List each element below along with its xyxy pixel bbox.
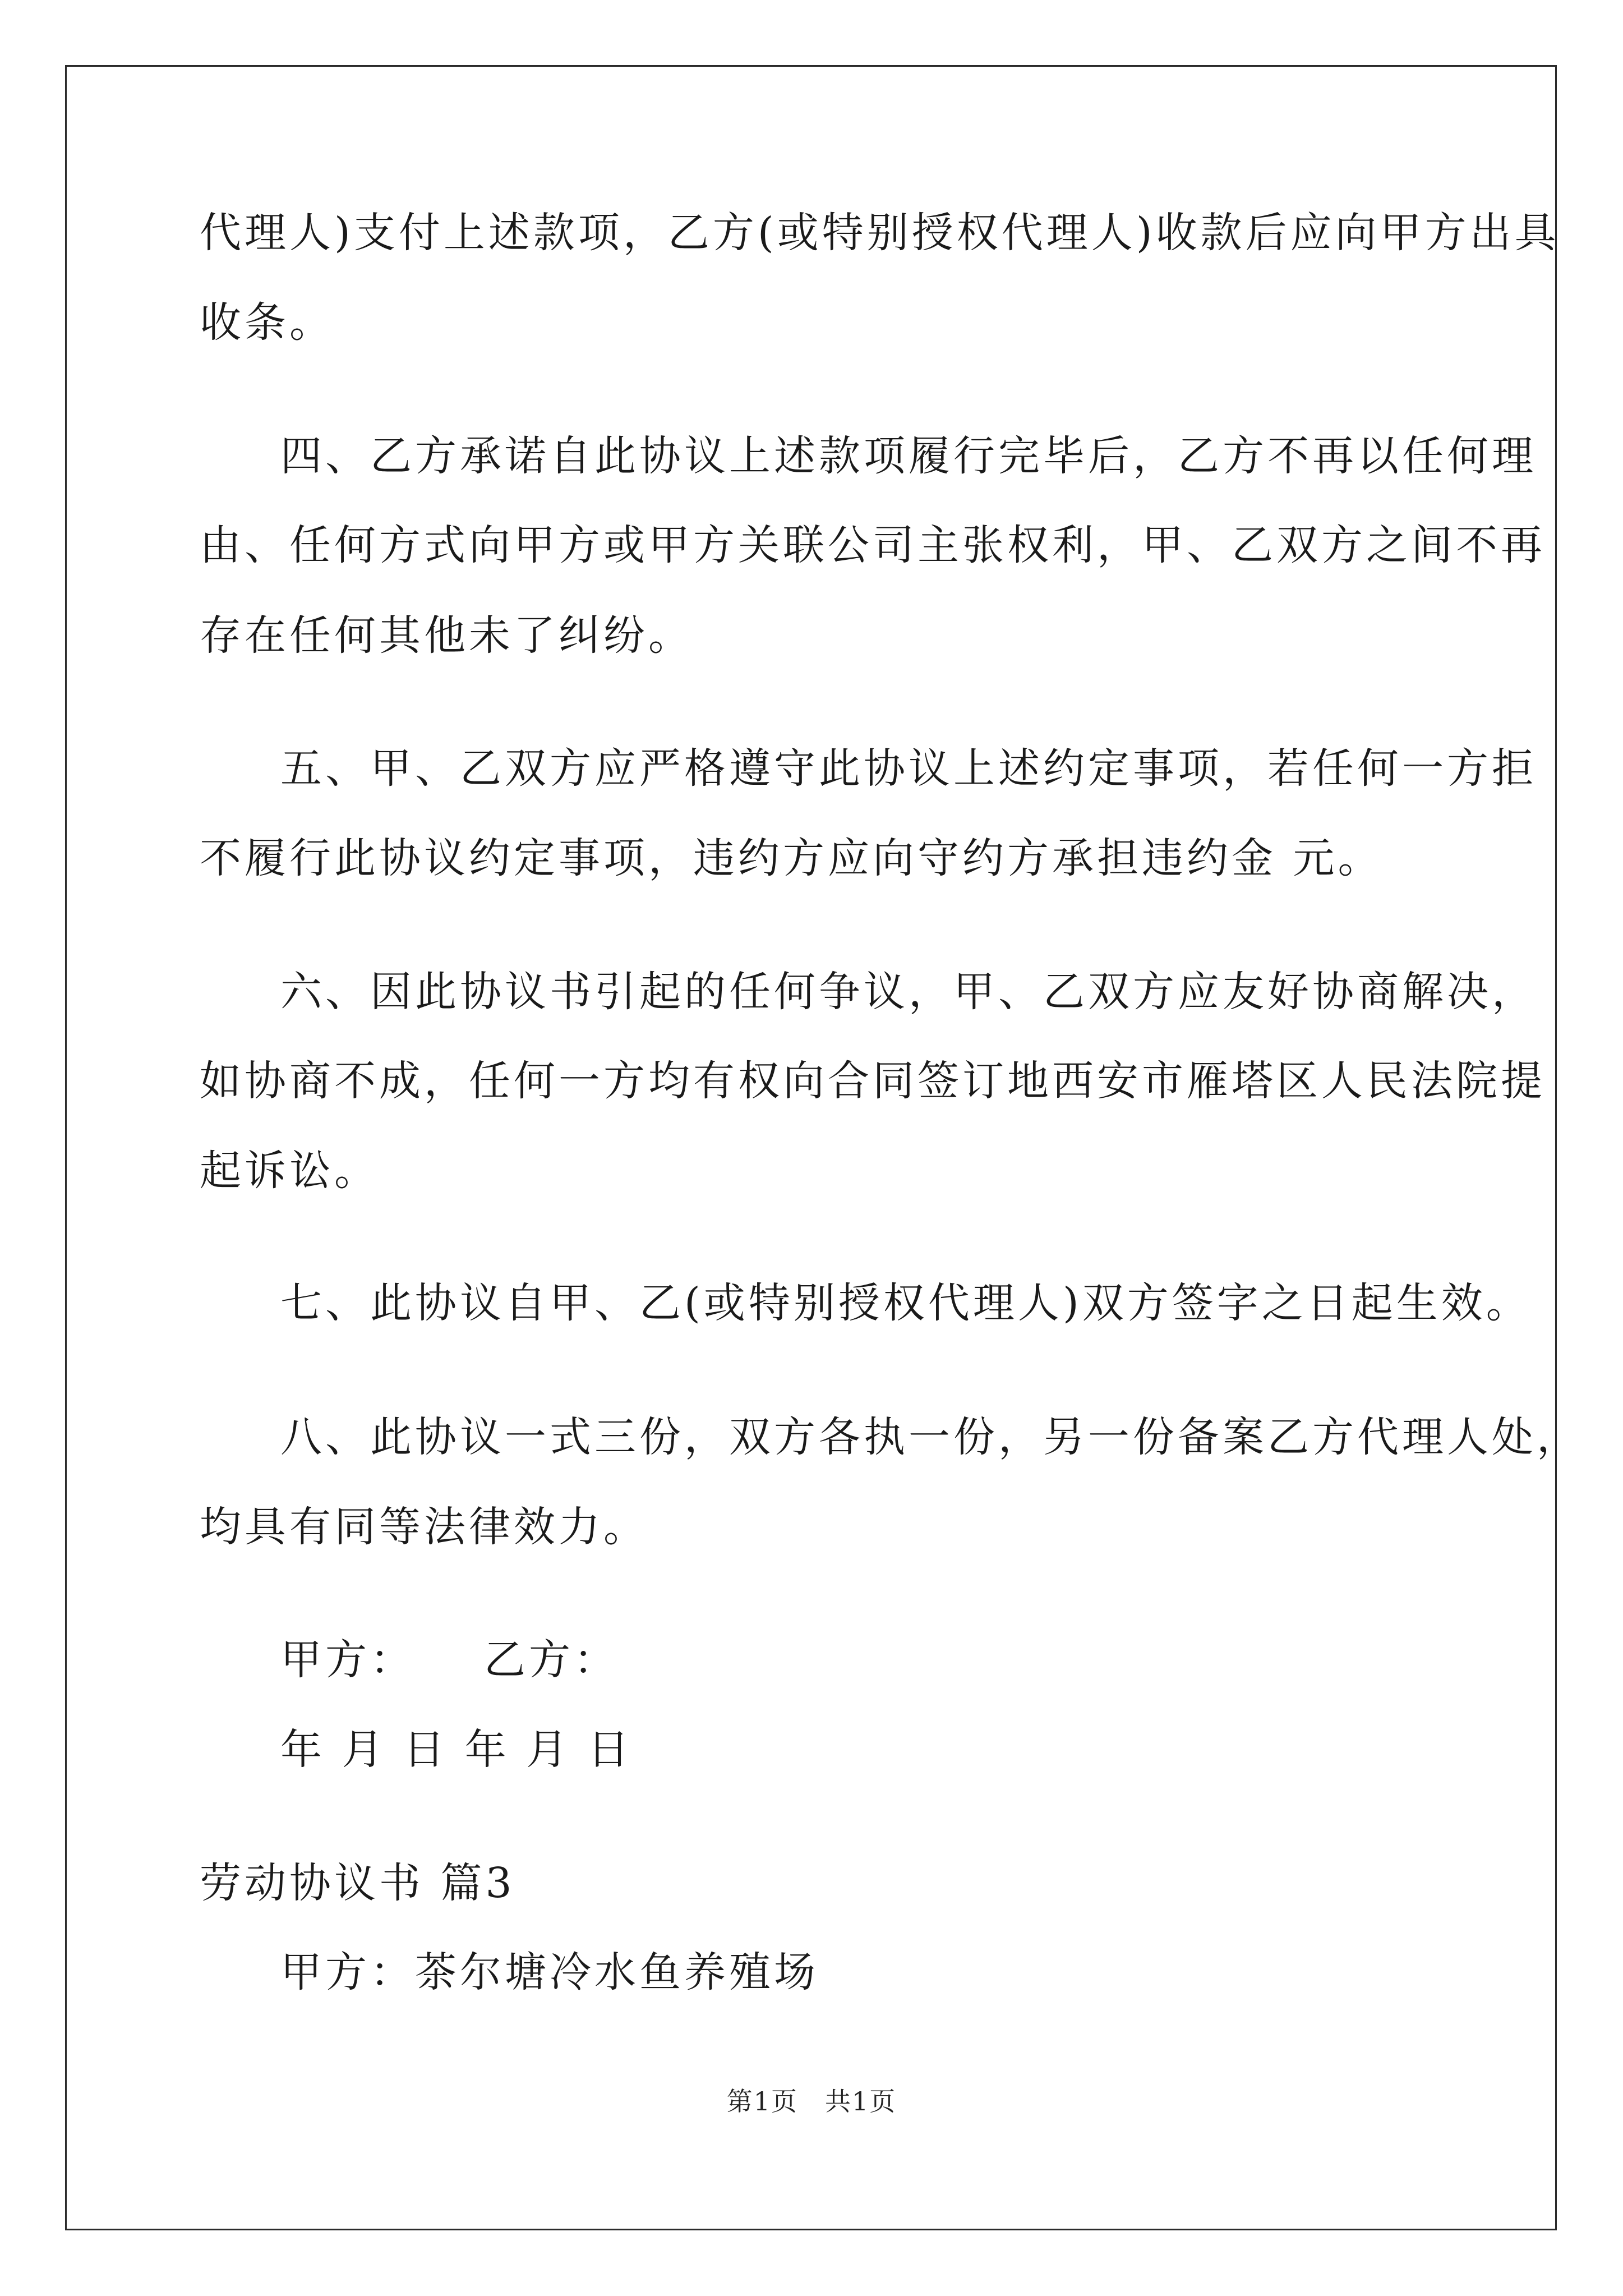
text-line: 起诉讼。 — [200, 1147, 379, 1195]
text-line: 八、此协议一式三份，双方各执一份，另一份备案乙方代理人处， — [280, 1413, 1581, 1461]
text-line: 五、甲、乙双方应严格遵守此协议上述约定事项，若任何一方拒 — [280, 744, 1537, 793]
text-line: 六、因此协议书引起的任何争议，甲、乙双方应友好协商解决， — [280, 968, 1537, 1016]
text-line: 四、乙方承诺自此协议上述款项履行完毕后，乙方不再以任何理 — [280, 432, 1537, 480]
text-line: 如协商不成，任何一方均有权向合同签订地西安市雁塔区人民法院提 — [200, 1057, 1546, 1105]
text-line: 由、任何方式向甲方或甲方关联公司主张权利，甲、乙双方之间不再 — [200, 521, 1546, 569]
text-line: 收条。 — [200, 298, 334, 347]
page-number-footer: 第1页 共1页 — [726, 2086, 897, 2116]
text-line: 代理人)支付上述款项，乙方(或特别授权代理人)收款后应向甲方出具 — [200, 209, 1560, 257]
date-line: 年 月 日 年 月 日 — [280, 1726, 633, 1774]
text-line: 均具有同等法律效力。 — [200, 1503, 648, 1551]
signature-line: 甲方： 乙方： — [280, 1636, 619, 1684]
text-line: 甲方：茶尔塘冷水鱼养殖场 — [280, 1948, 819, 1996]
text-line: 存在任何其他未了纠纷。 — [200, 611, 693, 660]
text-line: 七、此协议自甲、乙(或特别授权代理人)双方签字之日起生效。 — [280, 1279, 1531, 1327]
text-line: 不履行此协议约定事项，违约方应向守约方承担违约金 元。 — [200, 834, 1383, 882]
section-heading: 劳动协议书 篇3 — [200, 1859, 515, 1907]
